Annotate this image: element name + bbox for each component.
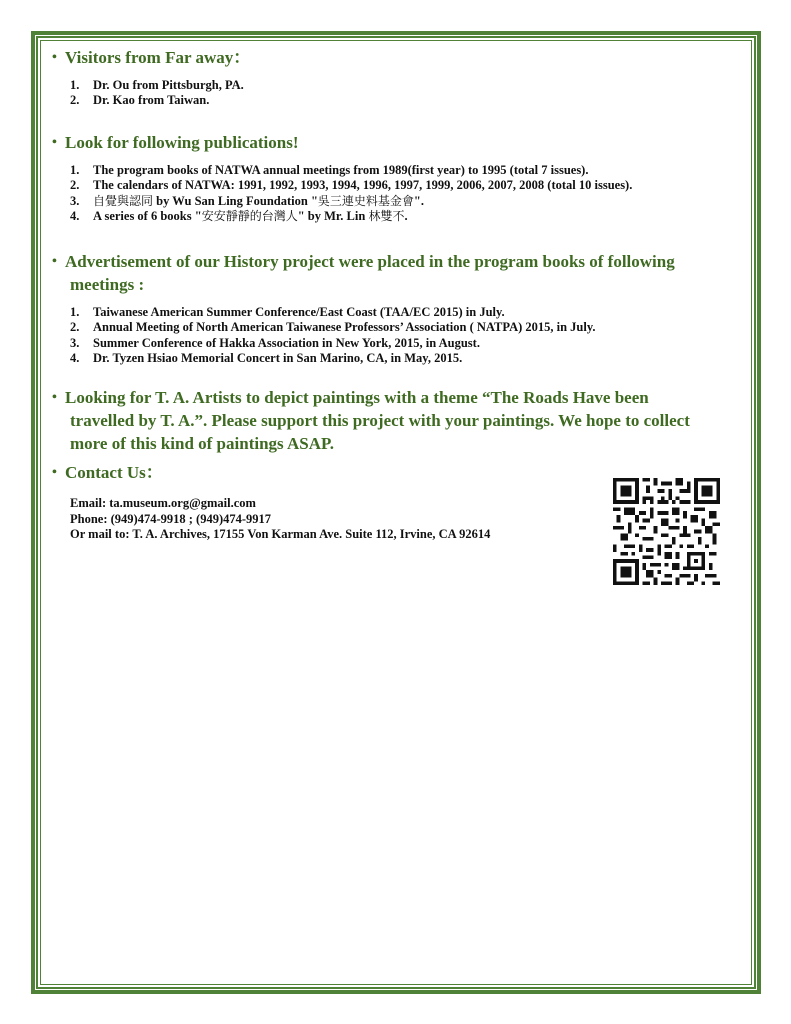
bullet-icon: • — [52, 390, 57, 405]
list-item: 4. A series of 6 books "安安靜靜的台灣人" by Mr. Lin 林雙不. — [70, 209, 408, 224]
section-visitors — [52, 46, 250, 109]
advertisements-list — [52, 305, 675, 367]
section-advertisements — [52, 250, 675, 367]
bullet-icon: • — [52, 254, 57, 269]
list-item: 4. Dr. Tyzen Hsiao Memorial Concert in San Marino, CA, in May, 2015. — [70, 351, 463, 366]
list-item: 1. Taiwanese American Summer Conference/East Coast (TAA/EC 2015) in July. — [70, 305, 505, 319]
contact-email: Email: ta.museum.org@gmail.com — [70, 496, 256, 510]
section-heading: • Look for following publications! — [52, 133, 299, 152]
visitors-list — [52, 78, 250, 109]
list-item: 2. The calendars of NATWA: 1991, 1992, 1993, 1994, 1996, 1997, 1999, 2006, 2007, 2008 (total 10 issues). — [70, 178, 633, 193]
section-heading: • Advertisement of our History project were placed in the program books of following meetings : — [52, 252, 675, 294]
contact-details — [70, 496, 490, 543]
bullet-icon: • — [52, 135, 57, 150]
publications-list — [52, 163, 632, 225]
section-artists-call — [52, 386, 690, 455]
section-heading: • Visitors from Far away： — [52, 48, 251, 67]
list-item: 2. Dr. Kao from Taiwan. — [70, 93, 210, 108]
section-contact — [52, 461, 163, 484]
bullet-icon: • — [52, 465, 57, 480]
list-item: 2. Annual Meeting of North American Taiwanese Professors’ Association ( NATPA) 2015, in July. — [70, 320, 596, 335]
section-heading: • Looking for T. A. Artists to depict paintings with a theme “The Roads Have been travelled by T. A.”. Please support this project with your paintings. We hope to collect more of this kind of paintings ASAP. — [52, 388, 690, 453]
qr-code-icon — [612, 478, 721, 585]
section-publications — [52, 131, 632, 225]
list-item: 3. 自覺與認同 by Wu San Ling Foundation "吳三連史料基金會". — [70, 193, 424, 208]
section-heading: • Contact Us： — [52, 463, 163, 482]
list-item: 1. Dr. Ou from Pittsburgh, PA. — [70, 78, 244, 92]
bullet-icon: • — [52, 50, 57, 65]
contact-mail-address: Or mail to: T. A. Archives, 17155 Von Karman Ave. Suite 112, Irvine, CA 92614 — [70, 527, 491, 541]
list-item: 3. Summer Conference of Hakka Association in New York, 2015, in August. — [70, 335, 480, 350]
contact-phone: Phone: (949)474-9918 ; (949)474-9917 — [70, 511, 272, 526]
list-item: 1. The program books of NATWA annual meetings from 1989(first year) to 1995 (total 7 issues). — [70, 163, 589, 177]
